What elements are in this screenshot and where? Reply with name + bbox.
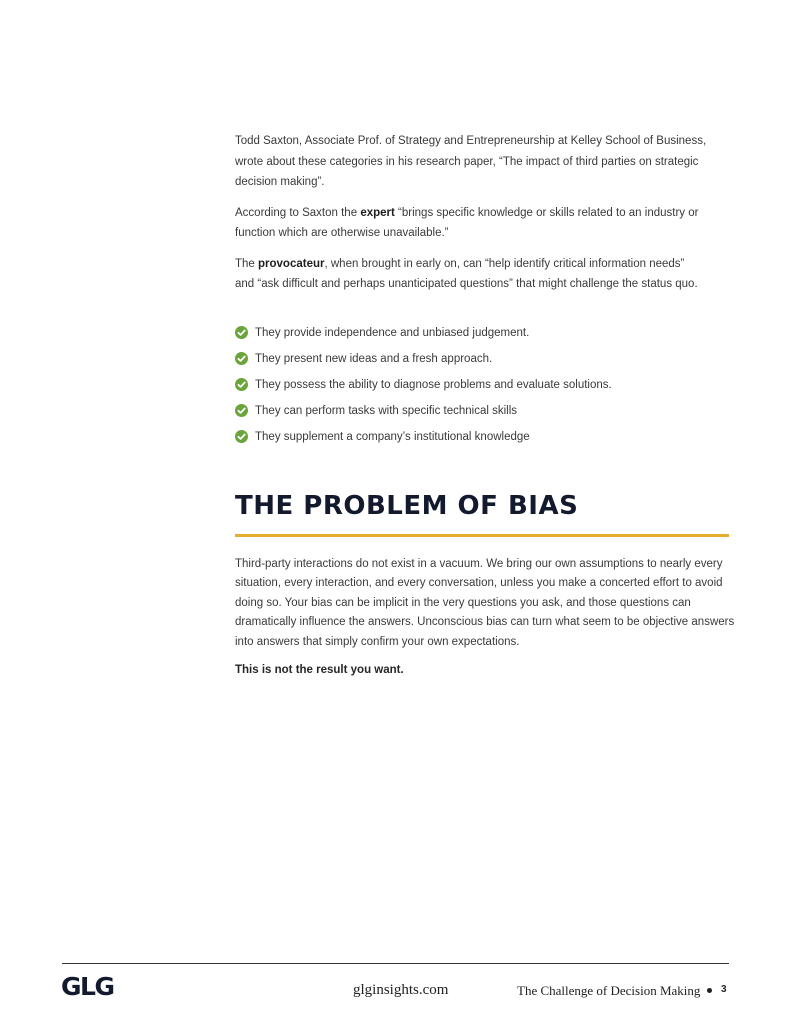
list-item (235, 424, 735, 450)
check-circle-icon (235, 326, 248, 339)
checklist-text: They provide independence and unbiased judgement. (255, 326, 530, 339)
checklist-text: They supplement a company’s institutional knowledge (255, 430, 530, 443)
provocateur-text-after: , when brought in early on, can “help identify critical information needs” and “ask difficult and perhaps unanticipated questions” that might challenge the status quo. (235, 257, 698, 290)
checklist-text: They can perform tasks with specific technical skills (255, 404, 518, 417)
intro-paragraph: Todd Saxton, Associate Prof. of Strategy and Entrepreneurship at Kelley School of Business, wrote about these categories in his research paper, “The impact of third parties on strategic decision making”. (235, 135, 707, 188)
heading-underline (235, 534, 729, 537)
list-item (235, 372, 735, 398)
list-item (235, 320, 735, 346)
check-circle-icon (235, 352, 248, 365)
check-circle-icon (235, 430, 248, 443)
footer-website: glginsights.com (353, 982, 449, 998)
main-content (235, 131, 735, 676)
footer-bullet (707, 988, 712, 993)
bias-paragraph: Third-party interactions do not exist in a vacuum. We bring our own assumptions to nearly every situation, every interaction, and every conversation, unless you make a concerted effort to avoid doing so. Your bias can be implicit in the very questions you ask, and those questions can dramatically influence the answers. Unconscious bias can turn what seem to be objective answers into answers that simply confirm your own expectations. (235, 557, 735, 648)
section-heading: THE PROBLEM OF BIAS (235, 490, 579, 521)
provocateur-text-before: The (235, 257, 259, 270)
expert-paragraph (235, 203, 735, 244)
list-item (235, 346, 735, 372)
provocateur-paragraph (235, 254, 705, 295)
check-circle-icon (235, 378, 248, 391)
benefits-checklist (235, 320, 735, 450)
expert-term: expert (360, 206, 395, 219)
footer-document-title: The Challenge of Decision Making (517, 983, 701, 998)
closing-statement: This is not the result you want. (235, 664, 404, 677)
checklist-text: They possess the ability to diagnose problems and evaluate solutions. (255, 378, 612, 391)
expert-text-before: According to Saxton the (235, 206, 361, 219)
glg-logo: GLG (61, 972, 114, 1001)
provocateur-term: provocateur (258, 257, 325, 270)
list-item (235, 398, 735, 424)
checklist-text: They present new ideas and a fresh approach. (255, 352, 493, 365)
footer-divider (62, 963, 729, 964)
expert-text-after: “brings specific knowledge or skills related to an industry or function which are otherwise unavailable.” (235, 206, 699, 239)
page-number: 3 (721, 984, 727, 995)
check-circle-icon (235, 404, 248, 417)
